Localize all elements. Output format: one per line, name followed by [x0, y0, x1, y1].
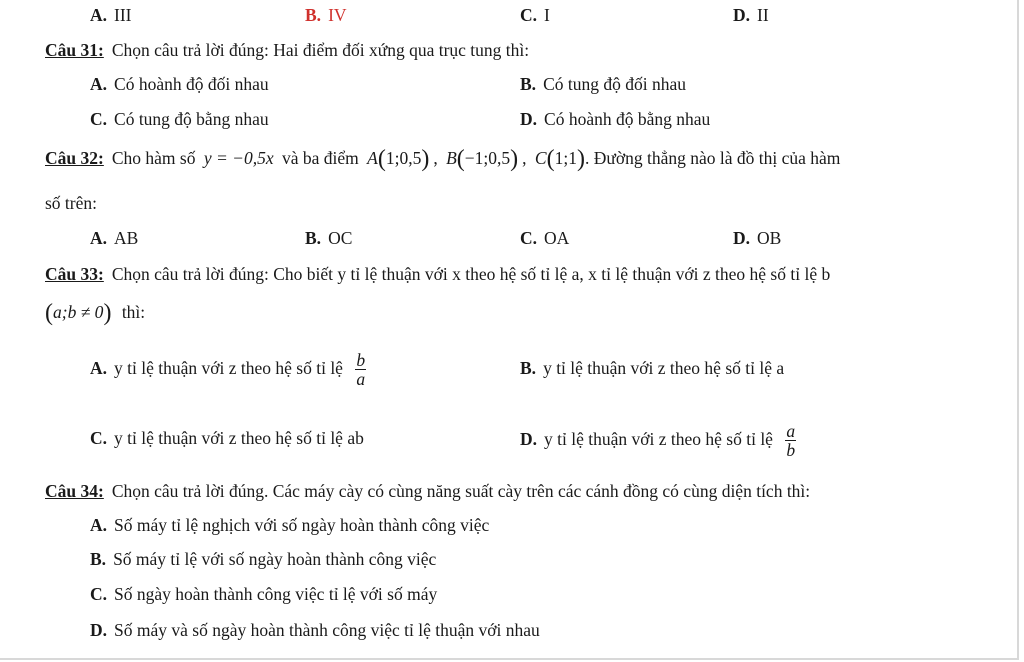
fraction-a-over-b: $\frac{a}{b}$ [786, 421, 796, 461]
q34-option-d: D. Số máy và số ngày hoàn thành công việc tỉ lệ thuận với nhau [90, 620, 540, 640]
point-b: B(−1;0,5) [446, 146, 519, 172]
question-34: Câu 34: Chọn câu trả lời đúng. Các máy cày có cùng năng suất cày trên các cánh đồng có cùng diện tích thì: [45, 481, 811, 501]
question-33: Câu 33: Chọn câu trả lời đúng: Cho biết y tỉ lệ thuận với x theo hệ số tỉ lệ a, x tỉ lệ thuận với z theo hệ số tỉ lệ b [45, 264, 831, 284]
q34-option-a: A. Số máy tỉ lệ nghịch với số ngày hoàn thành công việc [90, 515, 490, 535]
question-31: Câu 31: Chọn câu trả lời đúng: Hai điểm đối xứng qua trục tung thì: [45, 40, 530, 60]
q32-option-d: D. OB [733, 228, 782, 248]
q33-option-a: A. y tỉ lệ thuận với z theo hệ số tỉ lệ $\frac{b}{a}$ [90, 350, 366, 390]
q34-option-c: C. Số ngày hoàn thành công việc tỉ lệ với số máy [90, 584, 438, 604]
question-32-continued: số trên: [45, 193, 98, 213]
q32-option-a: A. AB [90, 228, 139, 248]
fraction-b-over-a: $\frac{b}{a}$ [356, 350, 366, 390]
q32-option-c: C. OA [520, 228, 570, 248]
q31-option-a: A. Có hoành độ đối nhau [90, 74, 269, 94]
question-33-condition: (a;b ≠ 0) thì: [45, 300, 146, 326]
q31-option-b: B. Có tung độ đối nhau [520, 74, 686, 94]
q31-option-c: C. Có tung độ bằng nhau [90, 109, 269, 129]
q33-option-b: B. y tỉ lệ thuận với z theo hệ số tỉ lệ a [520, 358, 785, 378]
option-c-prev: C. I [520, 5, 550, 25]
function-formula: y = −0,5x [203, 148, 274, 168]
q34-option-b: B. Số máy tỉ lệ với số ngày hoàn thành công việc [90, 549, 437, 569]
q31-option-d: D. Có hoành độ bằng nhau [520, 109, 711, 129]
option-b-prev: B. IV [305, 5, 347, 25]
point-a: A(1;0,5) [367, 146, 430, 172]
point-c: C(1;1) [534, 146, 585, 172]
option-a-prev: A. III [90, 5, 132, 25]
question-32: Câu 32: Cho hàm số y = −0,5x và ba điểm A(1;0,5) , B(−1;0,5) , C(1;1). Đường thẳng nào là đồ thị của hàm [45, 146, 841, 172]
option-d-prev: D. II [733, 5, 769, 25]
q33-option-d: D. y tỉ lệ thuận với z theo hệ số tỉ lệ $\frac{a}{b}$ [520, 421, 796, 461]
q33-option-c: C. y tỉ lệ thuận với z theo hệ số tỉ lệ ab [90, 428, 364, 448]
q32-option-b: B. OC [305, 228, 353, 248]
